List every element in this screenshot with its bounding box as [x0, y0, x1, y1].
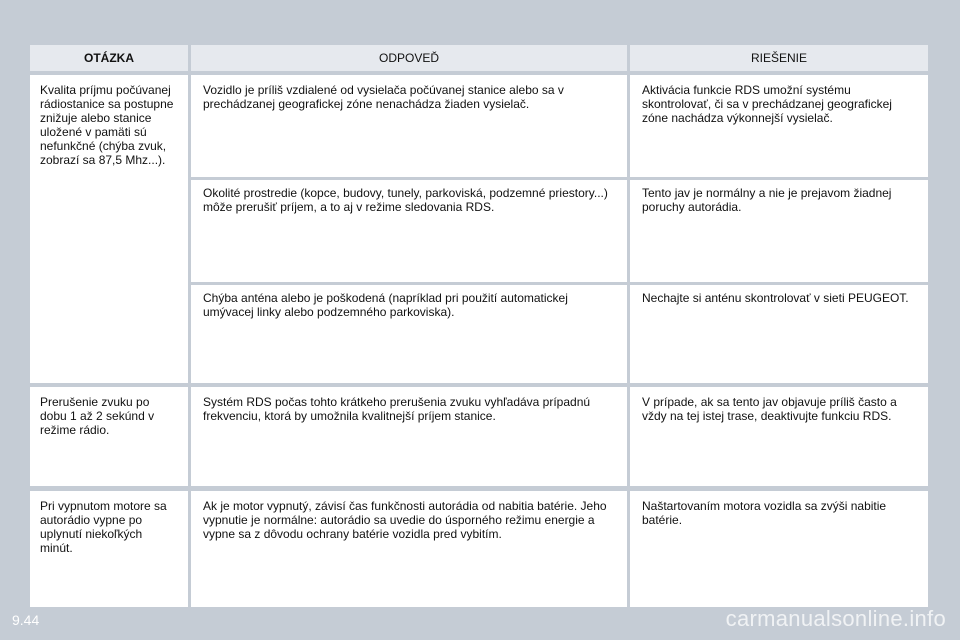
row2-solution: V prípade, ak sa tento jav objavuje príliš často a vždy na tej istej trase, deaktivujte funkciu RDS.	[630, 387, 928, 486]
row1-solution-3: Nechajte si anténu skontrolovať v sieti PEUGEOT.	[630, 285, 928, 383]
row1-solution-1: Aktivácia funkcie RDS umožní systému skontrolovať, či sa v prechádzanej geografickej zóne nachádza výkonnejší vysielač.	[630, 75, 928, 177]
watermark: carmanualsonline.info	[725, 606, 946, 631]
row1-answer-3: Chýba anténa alebo je poškodená (napríklad pri použití automatickej umývacej linky alebo podzemného parkoviska).	[191, 285, 627, 383]
page-number: 9.44	[12, 612, 40, 628]
header-question: OTÁZKA	[30, 45, 188, 71]
row1-solution-2: Tento jav je normálny a nie je prejavom žiadnej poruchy autorádia.	[630, 180, 928, 282]
row3-solution: Naštartovaním motora vozidla sa zvýši nabitie batérie.	[630, 491, 928, 607]
header-answer: ODPOVEĎ	[191, 45, 627, 71]
row1-answer-1: Vozidlo je príliš vzdialené od vysielača počúvanej stanice alebo sa v prechádzanej geografickej zóne nenachádza žiaden vysielač.	[191, 75, 627, 177]
header-solution: RIEŠENIE	[630, 45, 928, 71]
row3-answer: Ak je motor vypnutý, závisí čas funkčnosti autorádia od nabitia batérie. Jeho vypnutie je normálne: autorádio sa uvedie do úsporného režimu energie a vypne sa z dôvodu ochrany batérie vozidla pred vybitím.	[191, 491, 627, 607]
row3-question: Pri vypnutom motore sa autorádio vypne po uplynutí niekoľkých minút.	[30, 491, 188, 607]
row2-question: Prerušenie zvuku po dobu 1 až 2 sekúnd v režime rádio.	[30, 387, 188, 486]
row1-answer-2: Okolité prostredie (kopce, budovy, tunely, parkoviská, podzemné priestory...) môže prerušiť príjem, a to aj v režime sledovania RDS.	[191, 180, 627, 282]
row1-question: Kvalita príjmu počúvanej rádiostanice sa postupne znižuje alebo stanice uložené v pamäti sú nefunkčné (chýba zvuk, zobrazí sa 87,5 Mhz...).	[30, 75, 188, 383]
row2-answer: Systém RDS počas tohto krátkeho prerušenia zvuku vyhľadáva prípadnú frekvenciu, ktorá by umožnila kvalitnejší príjem stanice.	[191, 387, 627, 486]
